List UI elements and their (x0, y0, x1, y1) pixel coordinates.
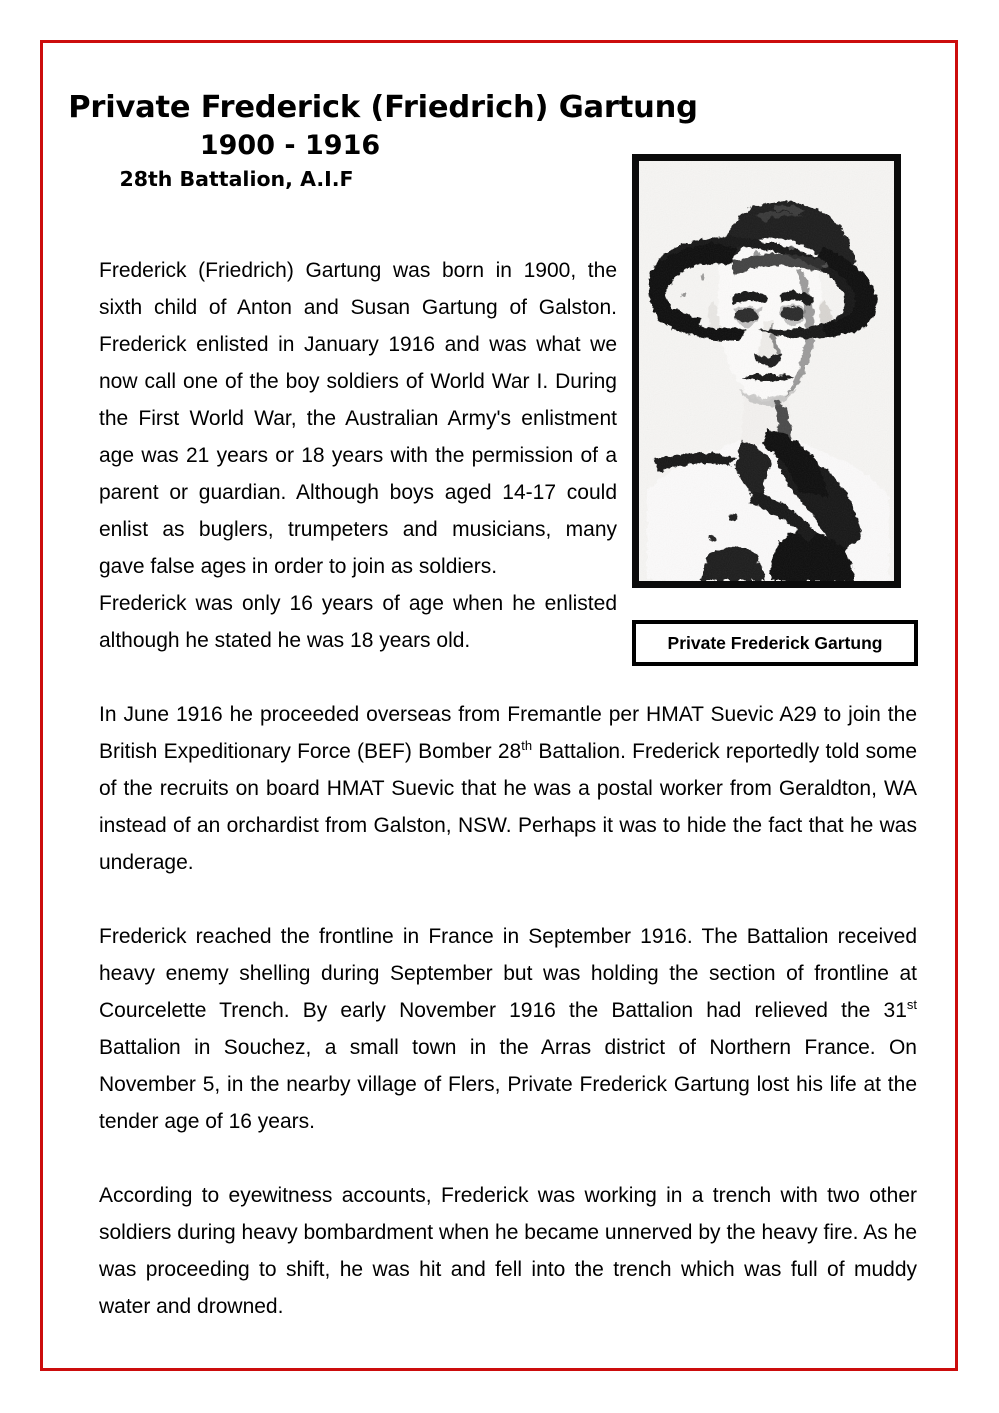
subtitle-unit: 28th Battalion, A.I.F (119, 167, 354, 192)
paragraph-3-text-b: Battalion in Souchez, a small town in the Arras district of Northern France. On November 5, in the nearby village of Flers, Private Frederick Gartung lost his life at the tender age of 16 years. (99, 1036, 917, 1133)
paragraph-1a: Frederick (Friedrich) Gartung was born in 1900, the sixth child of Anton and Susan Gartung of Galston. Frederick enlisted in January 1916 and was what we now call one of the boy soldiers of World War I. During the First World War, the Australian Army's enlistment age was 21 years or 18 years with the permission of a parent or guardian. Although boys aged 14-17 could enlist as buglers, trumpeters and musicians, many gave false ages in order to join as soldiers. (99, 259, 617, 578)
photo-caption-text: Private Frederick Gartung (667, 632, 883, 653)
paragraph-2-text-a: In June 1916 he proceeded overseas from Fremantle per HMAT Suevic A29 to join the British Expeditionary Force (BEF) Bomber 28 (99, 703, 917, 763)
subtitle-dates: 1900 - 1916 (199, 130, 381, 162)
document-header (43, 91, 723, 191)
ordinal-suffix-st: st (906, 997, 917, 1012)
paragraph-3-text-a: Frederick reached the frontline in France in September 1916. The Battalion received heavy enemy shelling during September but was holding the section of frontline at Courcelette Trench. By early November 1916 the Battalion had relieved the 31 (99, 925, 917, 1022)
ordinal-suffix-th: th (521, 738, 533, 753)
paragraph-gap (99, 1140, 917, 1177)
paragraph-2-text-b: Battalion. Frederick reportedly told some of the recruits on board HMAT Suevic that he was a postal worker from Geraldton, WA instead of an orchardist from Galston, NSW. Perhaps it was to hide the fact that he was underage. (99, 740, 918, 874)
paragraph-gap (99, 881, 917, 918)
article-body (99, 252, 917, 1325)
paragraph-4: According to eyewitness accounts, Frederick was working in a trench with two other soldiers during heavy bombardment when he became unnerved by the heavy fire. As he was proceeding to shift, he was hit and fell into the trench which was full of muddy water and drowned. (99, 1184, 917, 1318)
paragraph-3 (99, 918, 917, 1140)
page-border (40, 40, 958, 1371)
paragraph-1b: Frederick was only 16 years of age when he enlisted although he stated he was 18 years old. (99, 592, 617, 652)
page-title: Private Frederick (Friedrich) Gartung (68, 90, 698, 125)
document-content (43, 43, 961, 1374)
paragraph-gap (99, 659, 917, 696)
paragraph-2 (99, 696, 917, 881)
